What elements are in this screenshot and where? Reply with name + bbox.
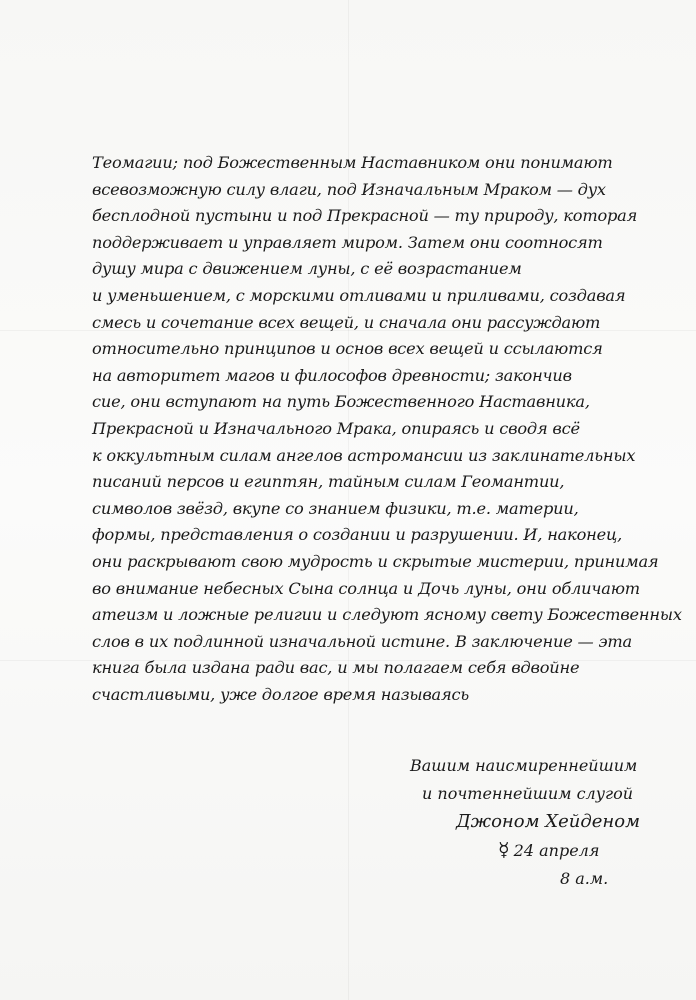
time-line: 8 а.м. xyxy=(560,869,609,888)
letter-line: бесплодной пустыни и под Прекрасной — ту природу, которая xyxy=(92,206,638,226)
letter-line: Теомагии; под Божественным Наставником они понимают xyxy=(92,153,613,172)
letter-line: Прекрасной и Изначального Мрака, опираясь и сводя всё xyxy=(92,418,580,438)
letter-line: они раскрывают свою мудрость и скрытые мистерии, принимая xyxy=(92,551,659,571)
letter-line: книга была издана ради вас, и мы полагаем себя вдвойне xyxy=(92,658,580,678)
closing-line: Вашим наисмиреннейшим xyxy=(410,756,638,775)
letter-line: смесь и сочетание всех вещей, и сначала они рассуждают xyxy=(92,312,601,332)
letter-line: душу мира с движением луны, с её возрастанием xyxy=(92,259,522,279)
letter-line: всевозможную силу влаги, под Изначальным Мраком — дух xyxy=(92,179,606,199)
letter-line: писаний персов и египтян, тайным силам Геомантии, xyxy=(92,472,565,492)
letter-line: поддерживает и управляет миром. Затем они соотносят xyxy=(92,232,603,252)
letter-line: во внимание небесных Сына солнца и Дочь луны, они обличают xyxy=(92,578,640,598)
closing-line: и почтеннейшим слугой xyxy=(422,784,634,803)
mercury-symbol-icon: ☿ xyxy=(498,839,510,861)
letter-line: сие, они вступают на путь Божественного Наставника, xyxy=(92,392,590,412)
letter-line: слов в их подлинной изначальной истине. В заключение — эта xyxy=(92,631,632,651)
signature-block xyxy=(410,752,641,893)
letter-line: относительно принципов и основ всех вещей и ссылаются xyxy=(92,339,603,359)
author-name: Джоном Хейденом xyxy=(456,811,641,832)
letter-line: символов звёзд, вкупе со знанием физики, т.е. материи, xyxy=(92,498,579,518)
letter-body xyxy=(92,150,682,708)
letter-line: формы, представления о создании и разрушении. И, наконец, xyxy=(92,525,623,545)
letter-line: на авторитет магов и философов древности; закончив xyxy=(92,365,572,385)
date-line xyxy=(410,836,620,865)
date-text: 24 апреля xyxy=(513,841,600,860)
letter-line: атеизм и ложные религии и следуют ясному свету Божественных xyxy=(92,605,682,625)
letter-line: к оккультным силам ангелов астромансии из заклинательных xyxy=(92,445,636,465)
letter-line: счастливыми, уже долгое время называясь xyxy=(92,684,470,704)
letter-line: и уменьшением, с морскими отливами и приливами, создавая xyxy=(92,285,626,305)
